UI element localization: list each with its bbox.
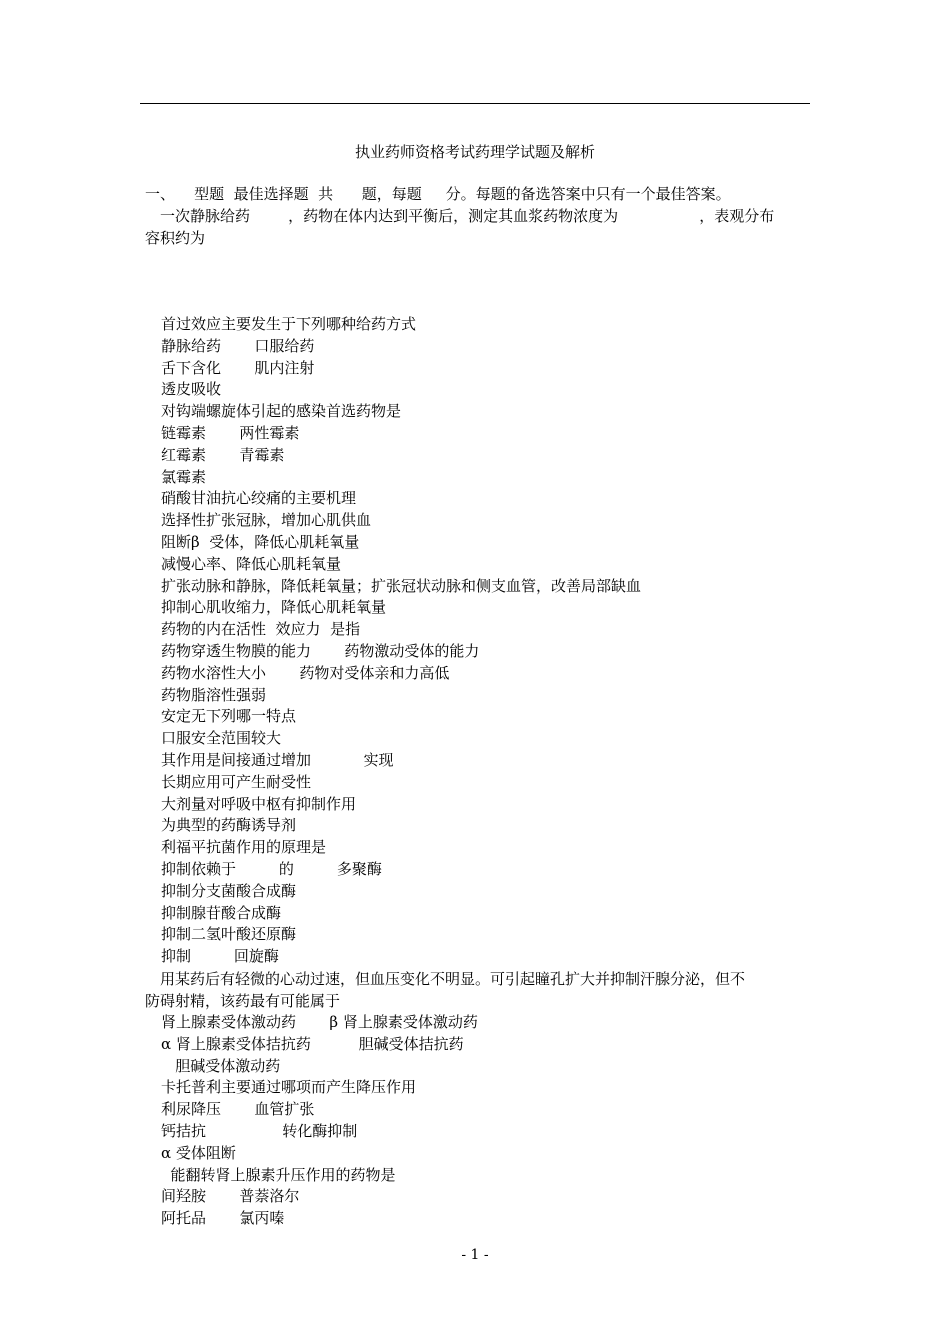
question-1-line-1: 一次静脉给药 ，药物在体内达到平衡后，测定其血浆药物浓度为 ，表观分布 [160,207,775,225]
question-paragraph [145,968,810,1012]
list-a-line: 链霉素 两性霉素 [161,423,300,442]
list-a-line: 抑制二氢叶酸还原酶 [161,925,297,944]
list-a-line: 首过效应主要发生于下列哪种给药方式 [161,315,417,333]
list-a-line: 对钩端螺旋体引起的感染首选药物是 [161,402,402,421]
list-b-line: 卡托普利主要通过哪项而产生降压作用 [161,1078,417,1097]
list-b-line: α 肾上腺素受体拮抗药 胆碱受体拮抗药 [161,1034,464,1053]
list-a-line: 为典型的药酶诱导剂 [161,816,297,835]
list-a-line: 抑制 回旋酶 [161,947,279,966]
header-rule [140,103,810,104]
list-a-line: 抑制心肌收缩力，降低心肌耗氧量 [161,598,387,617]
list-b-line: 能翻转肾上腺素升压作用的药物是 [161,1165,396,1184]
list-a-line: 药物脂溶性强弱 [161,685,267,704]
list-b-line: 间羟胺 普萘洛尔 [161,1187,300,1206]
section-heading: 一、 型题 最佳选择题 共 题，每题 分。每题的备选答案中只有一个最佳答案。 [145,185,731,203]
list-a-line: 透皮吸收 [161,380,222,399]
question-1 [145,205,810,249]
list-a-line: 红霉素 青霉素 [161,445,285,464]
question-1-line-2: 容积约为 [145,229,206,247]
list-b-line: 肾上腺素受体激动药 β 肾上腺素受体激动药 [161,1013,478,1031]
list-a-line: 药物水溶性大小 药物对受体亲和力高低 [161,663,450,682]
list-a-line: 抑制腺苷酸合成酶 [161,903,282,922]
list-a-line: 静脉给药 口服给药 [161,336,315,355]
list-b-line: α 受体阻断 [161,1143,236,1162]
list-b-line: 阿托品 氯丙嗪 [161,1209,285,1228]
list-a-line: 长期应用可产生耐受性 [161,772,312,791]
list-a-line: 抑制分支菌酸合成酶 [161,881,297,900]
list-a-line: 药物穿透生物膜的能力 药物激动受体的能力 [161,641,480,660]
list-a-line: 其作用是间接通过增加 实现 [161,750,394,769]
list-a-line: 抑制依赖于 的 多聚酶 [161,859,382,878]
list-b-line: 钙拮抗 转化酶抑制 [161,1121,358,1140]
question-paragraph-line-1: 用某药后有轻微的心动过速，但血压变化不明显。可引起瞳孔扩大并抑制汗腺分泌，但不 [160,970,746,988]
list-a-line: 扩张动脉和静脉，降低耗氧量；扩张冠状动脉和侧支血管，改善局部缺血 [161,576,642,595]
list-a-line: 安定无下列哪一特点 [161,707,297,726]
page-number: - 1 - [461,1247,489,1263]
list-b-line: 利尿降压 血管扩张 [161,1100,315,1119]
list-a-line: 硝酸甘油抗心绞痛的主要机理 [161,489,357,508]
question-paragraph-line-2: 防碍射精，该药最有可能属于 [145,992,341,1010]
list-a-line: 舌下含化 肌内注射 [161,358,315,377]
list-a-line: 减慢心率、降低心肌耗氧量 [161,554,342,573]
list-b-line: 胆碱受体激动药 [161,1056,281,1075]
list-a-line: 药物的内在活性 效应力 是指 [161,620,361,639]
page-title: 执业药师资格考试药理学试题及解析 [354,143,595,161]
list-a-line: 氯霉素 [161,467,207,486]
list-a-line: 选择性扩张冠脉，增加心肌供血 [161,511,372,530]
question-list-b [161,1012,801,1230]
list-a-line: 大剂量对呼吸中枢有抑制作用 [161,794,357,813]
list-a-line: 阻断β 受体，降低心肌耗氧量 [161,532,360,551]
list-a-line: 口服安全范围较大 [161,729,282,748]
question-list-a [161,314,801,968]
list-a-line: 利福平抗菌作用的原理是 [161,838,327,857]
